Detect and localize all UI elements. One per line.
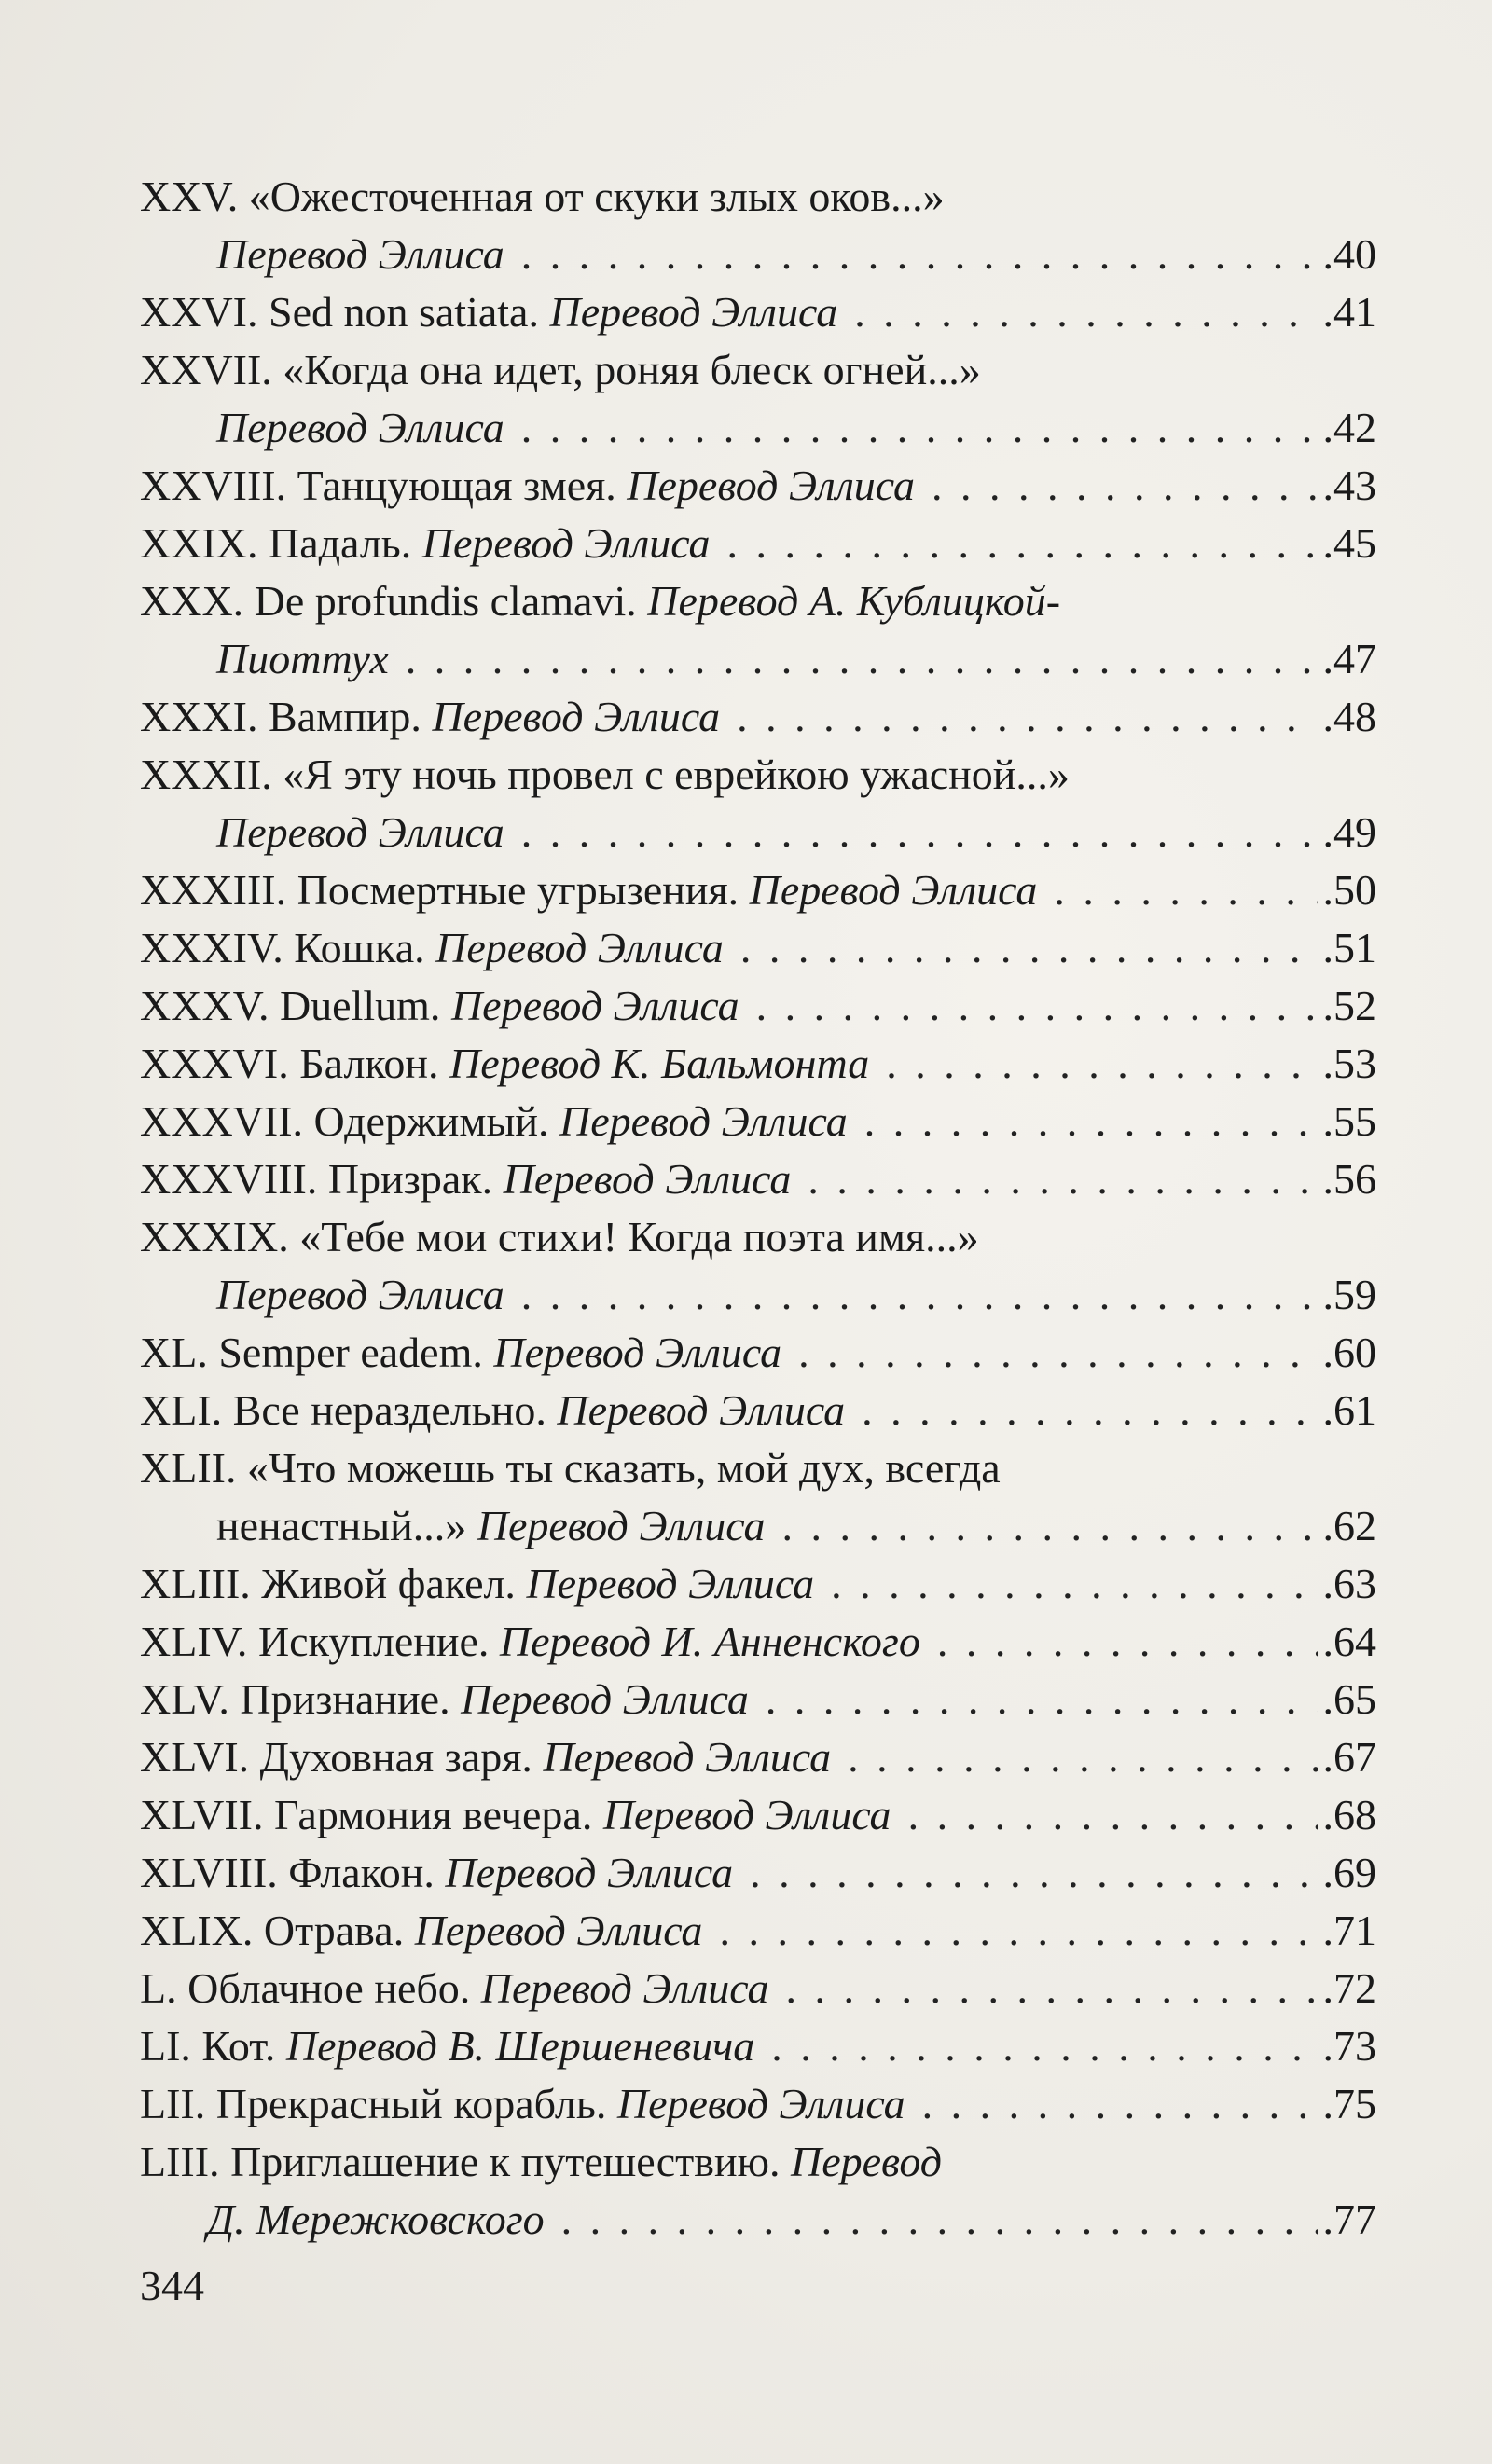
toc-translator: Перевод Эллиса: [216, 404, 504, 451]
toc-entry: [140, 2075, 1376, 2133]
toc-entry-text: [140, 515, 711, 572]
dot-leader: [521, 804, 1318, 861]
toc-page-number: .62: [1322, 1502, 1376, 1549]
toc-page-number: .41: [1322, 288, 1376, 336]
toc-roman-numeral: XXX.: [140, 577, 255, 625]
toc-roman-numeral: XXXI.: [140, 693, 269, 740]
toc-entry-continuation: [140, 1497, 1376, 1555]
toc-title: «Тебе мои стихи! Когда поэта имя...»: [299, 1213, 979, 1260]
dot-leader: [561, 2191, 1318, 2249]
toc-roman-numeral: XXV.: [140, 172, 249, 220]
toc-roman-numeral: XLIX.: [140, 1907, 264, 1954]
toc-entry-continuation: [140, 226, 1376, 283]
toc-page-number: .67: [1322, 1733, 1376, 1781]
toc-entry: [140, 1555, 1376, 1613]
toc-entry-continuation: [140, 630, 1376, 688]
dot-leader: [862, 1382, 1317, 1439]
toc-roman-numeral: XL.: [140, 1328, 219, 1376]
toc-translator: Перевод Эллиса: [627, 461, 916, 509]
toc-entry-text: [140, 1902, 702, 1960]
toc-entry-text: [140, 919, 724, 977]
toc-title: Танцующая змея.: [297, 461, 616, 509]
toc-page-number: .45: [1322, 519, 1376, 567]
toc-title: Призрак.: [327, 1155, 493, 1203]
dot-leader: [798, 1324, 1317, 1382]
toc-entry-text: [140, 1035, 869, 1093]
toc-translator: Перевод: [790, 2138, 943, 2185]
dot-leader: [766, 1671, 1318, 1728]
toc-title: Прекрасный корабль.: [215, 2080, 607, 2127]
toc-title: Искупление.: [257, 1617, 490, 1665]
toc-title: Посмертные угрызения.: [297, 866, 739, 914]
toc-entry: [140, 1093, 1376, 1150]
toc-entry-text: [216, 630, 389, 688]
toc-translator: Перевод Эллиса: [477, 1502, 766, 1549]
toc-roman-numeral: XXXIX.: [140, 1213, 300, 1260]
dot-leader: [922, 2075, 1318, 2133]
dot-leader: [750, 1844, 1317, 1902]
toc-translator: Д. Мережковского: [207, 2196, 545, 2243]
toc-page-number: .43: [1322, 461, 1376, 509]
toc-page-number: .59: [1322, 1271, 1376, 1318]
toc-entry-text: [140, 1613, 920, 1671]
toc-page-number: .40: [1322, 230, 1376, 278]
toc-entry-text: [216, 1266, 504, 1324]
toc-roman-numeral: XXIX.: [140, 519, 269, 567]
toc-title: «Когда она идет, роняя блеск огней...»: [283, 346, 981, 393]
toc-roman-numeral: XXXVI.: [140, 1039, 300, 1087]
toc-page-number: .47: [1322, 635, 1376, 682]
toc-roman-numeral: XLI.: [140, 1386, 233, 1434]
toc-entry-text: [140, 1728, 831, 1786]
toc-translator: Перевод Эллиса: [216, 808, 504, 856]
dot-leader: [781, 1497, 1317, 1555]
dot-leader: [932, 457, 1317, 515]
toc-translator: Перевод Эллиса: [557, 1386, 846, 1434]
toc-translator: Перевод Эллиса: [559, 1097, 848, 1145]
toc-page-number: .73: [1322, 2022, 1376, 2070]
toc-roman-numeral: LI.: [140, 2022, 202, 2070]
toc-entry: [140, 688, 1376, 746]
toc-page-number: .42: [1322, 404, 1376, 451]
toc-entry: [140, 1035, 1376, 1093]
toc-roman-numeral: L.: [140, 1964, 188, 2012]
toc-entry: [140, 919, 1376, 977]
dot-leader: [808, 1150, 1317, 1208]
dot-leader: [756, 977, 1318, 1035]
toc-title: ненастный...»: [216, 1502, 467, 1549]
toc-translator: Перевод Эллиса: [543, 1733, 832, 1781]
toc-page-number: .72: [1322, 1964, 1376, 2012]
dot-leader: [740, 919, 1318, 977]
toc-entry: [140, 1150, 1376, 1208]
toc-roman-numeral: XLIV.: [140, 1617, 258, 1665]
toc-roman-numeral: XLVII.: [140, 1791, 274, 1838]
dot-leader: [886, 1035, 1317, 1093]
toc-title: «Что можешь ты сказать, мой дух, всегда: [246, 1444, 1001, 1492]
toc-page-number: .65: [1322, 1675, 1376, 1723]
toc-entry-text: [140, 283, 837, 341]
toc-title: Гармония вечера.: [273, 1791, 593, 1838]
toc-roman-numeral: LII.: [140, 2080, 216, 2127]
dot-leader: [848, 1728, 1317, 1786]
dot-leader: [719, 1902, 1317, 1960]
toc-entry-text: [216, 399, 504, 457]
table-of-contents: [140, 168, 1376, 2249]
toc-title: Живой факел.: [261, 1560, 516, 1607]
toc-title: «Ожесточенная от скуки злых оков...»: [248, 172, 945, 220]
toc-title: De profundis clamavi.: [254, 577, 637, 625]
toc-page-number: .69: [1322, 1849, 1376, 1896]
toc-entry-text: [140, 1555, 814, 1613]
toc-page-number: .75: [1322, 2080, 1376, 2127]
toc-entry: [140, 1439, 1376, 1497]
toc-entry: [140, 572, 1376, 630]
toc-translator: Перевод Эллиса: [549, 288, 838, 336]
toc-page-number: .55: [1322, 1097, 1376, 1145]
toc-entry: [140, 341, 1376, 399]
toc-page-number: .77: [1322, 2196, 1376, 2243]
toc-entry: [140, 1902, 1376, 1960]
toc-page-number: .64: [1322, 1617, 1376, 1665]
toc-page-number: .49: [1322, 808, 1376, 856]
toc-entry-text: [216, 1497, 765, 1555]
toc-entry-text: [140, 1382, 845, 1439]
toc-translator: Перевод Эллиса: [749, 866, 1038, 914]
toc-translator: Перевод Эллиса: [526, 1560, 815, 1607]
toc-entry: [140, 1613, 1376, 1671]
dot-leader: [737, 688, 1317, 746]
toc-translator: Перевод Эллиса: [445, 1849, 734, 1896]
toc-translator: Перевод Эллиса: [493, 1328, 782, 1376]
toc-title: Приглашение к путешествию.: [230, 2138, 781, 2185]
toc-page-number: .50: [1322, 866, 1376, 914]
dot-leader: [521, 399, 1318, 457]
toc-page-number: .48: [1322, 693, 1376, 740]
toc-entry: [140, 2133, 1376, 2191]
toc-translator: Перевод Эллиса: [450, 982, 739, 1029]
toc-entry: [140, 2017, 1376, 2075]
toc-roman-numeral: XXXVIII.: [140, 1155, 328, 1203]
toc-title: Флакон.: [288, 1849, 435, 1896]
toc-entry-text: [140, 1960, 769, 2017]
toc-page-number: .63: [1322, 1560, 1376, 1607]
dot-leader: [521, 226, 1318, 283]
dot-leader: [771, 2017, 1317, 2075]
toc-translator: Перевод Эллиса: [414, 1907, 703, 1954]
toc-roman-numeral: XXXII.: [140, 750, 283, 798]
toc-entry-text: [140, 457, 915, 515]
toc-page-number: .71: [1322, 1907, 1376, 1954]
dot-leader: [786, 1960, 1318, 2017]
toc-roman-numeral: XLV.: [140, 1675, 241, 1723]
toc-page-number: .68: [1322, 1791, 1376, 1838]
toc-translator: Перевод А. Кублицкой-: [647, 577, 1061, 625]
toc-roman-numeral: XXXVII.: [140, 1097, 314, 1145]
dot-leader: [864, 1093, 1318, 1150]
toc-entry: [140, 1324, 1376, 1382]
toc-roman-numeral: LIII.: [140, 2138, 231, 2185]
toc-roman-numeral: XLII.: [140, 1444, 247, 1492]
toc-title: Semper eadem.: [218, 1328, 483, 1376]
toc-title: Sed non satiata.: [268, 288, 539, 336]
toc-title: Балкон.: [299, 1039, 439, 1087]
dot-leader: [908, 1786, 1318, 1844]
dot-leader: [831, 1555, 1317, 1613]
dot-leader: [727, 515, 1318, 572]
toc-title: «Я эту ночь провел с еврейкою ужасной...»: [283, 750, 1070, 798]
toc-title: Облачное небо.: [187, 1964, 471, 2012]
toc-page-number: .60: [1322, 1328, 1376, 1376]
toc-title: Духовная заря.: [259, 1733, 532, 1781]
toc-entry: [140, 1671, 1376, 1728]
toc-roman-numeral: XLVIII.: [140, 1849, 289, 1896]
toc-entry-text: [216, 226, 504, 283]
toc-title: Признание.: [240, 1675, 450, 1723]
toc-entry: [140, 977, 1376, 1035]
toc-translator: Перевод В. Шершеневича: [285, 2022, 755, 2070]
toc-roman-numeral: XXVII.: [140, 346, 283, 393]
dot-leader: [406, 630, 1318, 688]
toc-page-number: .61: [1322, 1386, 1376, 1434]
toc-title: Отрава.: [263, 1907, 405, 1954]
toc-entry: [140, 746, 1376, 804]
toc-entry-text: [140, 2075, 905, 2133]
toc-entry-text: [140, 1150, 791, 1208]
toc-translator: Перевод Эллиса: [461, 1675, 749, 1723]
toc-title: Падаль.: [268, 519, 412, 567]
toc-roman-numeral: XXVI.: [140, 288, 269, 336]
toc-entry-text: [207, 2191, 545, 2249]
toc-translator: Перевод Эллиса: [216, 230, 504, 278]
toc-page-number: .53: [1322, 1039, 1376, 1087]
toc-translator: Перевод Эллиса: [216, 1271, 504, 1318]
toc-title: Одержимый.: [313, 1097, 549, 1145]
toc-entry-text: [140, 1786, 891, 1844]
toc-entry-continuation: [140, 399, 1376, 457]
toc-title: Duellum.: [279, 982, 441, 1029]
dot-leader: [1054, 861, 1317, 919]
toc-entry: [140, 1208, 1376, 1266]
toc-entry: [140, 1960, 1376, 2017]
toc-translator: Перевод Эллиса: [616, 2080, 905, 2127]
toc-entry-text: [140, 861, 1037, 919]
toc-entry: [140, 1786, 1376, 1844]
toc-entry: [140, 168, 1376, 226]
toc-entry-text: [140, 1324, 781, 1382]
toc-page-number: .51: [1322, 924, 1376, 971]
dot-leader: [937, 1613, 1318, 1671]
toc-roman-numeral: XLVI.: [140, 1733, 260, 1781]
dot-leader: [521, 1266, 1318, 1324]
toc-entry-text: [140, 1671, 749, 1728]
toc-roman-numeral: XXXIII.: [140, 866, 297, 914]
toc-translator: Перевод Эллиса: [421, 519, 711, 567]
toc-entry-text: [140, 1844, 733, 1902]
toc-entry-text: [140, 977, 739, 1035]
toc-page-number: .52: [1322, 982, 1376, 1029]
toc-translator: Перевод Эллиса: [432, 693, 721, 740]
toc-entry: [140, 1844, 1376, 1902]
toc-entry: [140, 1382, 1376, 1439]
toc-title: Все нераздельно.: [232, 1386, 546, 1434]
toc-entry-text: [140, 2017, 754, 2075]
toc-translator: Перевод Эллиса: [480, 1964, 769, 2012]
toc-entry-text: [216, 804, 504, 861]
toc-entry: [140, 283, 1376, 341]
toc-entry: [140, 1728, 1376, 1786]
toc-title: Кот.: [201, 2022, 276, 2070]
toc-translator: Перевод И. Анненского: [499, 1617, 920, 1665]
toc-translator: Пиоттух: [216, 635, 389, 682]
toc-page-number: .56: [1322, 1155, 1376, 1203]
toc-roman-numeral: XXXV.: [140, 982, 280, 1029]
toc-translator: Перевод К. Бальмонта: [449, 1039, 870, 1087]
toc-translator: Перевод Эллиса: [602, 1791, 891, 1838]
page-number: 344: [140, 2262, 204, 2309]
toc-roman-numeral: XXXIV.: [140, 924, 295, 971]
dot-leader: [854, 283, 1317, 341]
toc-entry-text: [140, 1093, 848, 1150]
toc-entry-continuation: [140, 804, 1376, 861]
toc-roman-numeral: XLIII.: [140, 1560, 262, 1607]
toc-entry-continuation: [140, 1266, 1376, 1324]
toc-roman-numeral: XXVIII.: [140, 461, 297, 509]
toc-entry-continuation: [140, 2191, 1376, 2249]
toc-translator: Перевод Эллиса: [503, 1155, 792, 1203]
toc-title: Кошка.: [294, 924, 425, 971]
toc-entry: [140, 457, 1376, 515]
toc-title: Вампир.: [268, 693, 421, 740]
toc-entry-text: [140, 688, 720, 746]
toc-entry: [140, 515, 1376, 572]
toc-translator: Перевод Эллиса: [435, 924, 724, 971]
toc-entry: [140, 861, 1376, 919]
